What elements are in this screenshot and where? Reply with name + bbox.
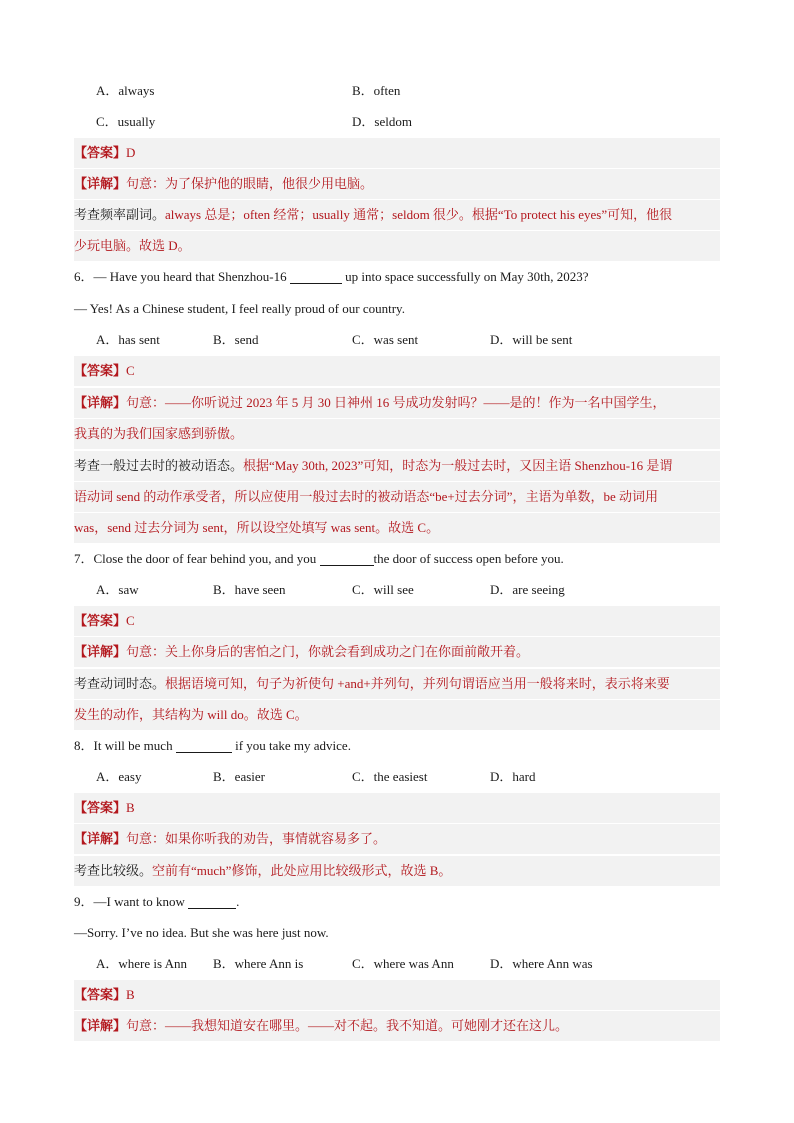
detail-text: 句意：——你听说过 2023 年 5 月 30 日神州 16 号成功发射吗？——是的！作为一名中国学生， — [126, 395, 666, 410]
q7-stem-suffix: the door of success open before you. — [373, 551, 564, 566]
analysis-line — [74, 482, 720, 512]
analysis-line — [74, 231, 720, 261]
q6-stem-prefix: 6．— Have you heard that Shenzhou-16 — [74, 269, 290, 284]
q9-stem-prefix: 9．—I want to know — [74, 894, 189, 909]
q6-answer — [74, 356, 720, 386]
q6-detail — [74, 388, 720, 418]
analysis-line — [74, 451, 720, 481]
analysis-explanation: 根据语境可知，句子为祈使句 +and+并列句，并列句谓语应当用一般将来时，表示将来要 — [165, 676, 670, 691]
q7-option-b: B．have seen — [213, 582, 286, 597]
detail-label: 【详解】 — [74, 644, 127, 659]
q9-stem-suffix: . — [236, 894, 240, 909]
q6-option-d: D．will be sent — [490, 332, 573, 347]
q6-option-b: B．send — [213, 332, 259, 347]
q7-option-c: C．will see — [352, 582, 414, 597]
q5-option-c: C．usually — [96, 114, 156, 129]
q8-stem — [74, 731, 720, 761]
q5-options-row-2 — [74, 107, 720, 137]
detail-text: 句意：——我想知道安在哪里。——对不起。我不知道。可她刚才还在这儿。 — [126, 1018, 569, 1033]
detail-label: 【详解】 — [74, 1018, 127, 1033]
answer-label: 【答案】 — [74, 987, 127, 1002]
q8-option-b: B．easier — [213, 769, 265, 784]
detail-label: 【详解】 — [74, 831, 127, 846]
answer-label: 【答案】 — [74, 145, 127, 160]
q9-stem — [74, 887, 720, 917]
q5-option-d: D．seldom — [352, 114, 412, 129]
q8-stem-suffix: if you take my advice. — [231, 738, 351, 753]
q8-blank — [176, 736, 232, 753]
q8-detail — [74, 824, 720, 854]
q5-option-a: A．always — [96, 83, 155, 98]
q9-options — [74, 949, 720, 979]
q8-stem-prefix: 8．It will be much — [74, 738, 176, 753]
q6-reply: — Yes! As a Chinese student, I feel really proud of our country. — [74, 301, 405, 316]
analysis-explanation: was，send 过去分词为 sent，所以设空处填写 was sent。故选 C。 — [74, 520, 440, 535]
analysis-explanation: 语动词 send 的动作承受者，所以应使用一般过去时的被动语态“be+过去分词”，主语为单数，be 动词用 — [74, 489, 658, 504]
q5-option-b: B．often — [352, 83, 401, 98]
q6-detail-cont: 我真的为我们国家感到骄傲。 — [74, 419, 720, 449]
answer-value: D — [126, 145, 136, 160]
q5-answer — [74, 138, 720, 168]
answer-label: 【答案】 — [74, 800, 127, 815]
detail-label: 【详解】 — [74, 395, 127, 410]
detail-text: 句意：关上你身后的害怕之门，你就会看到成功之门在你面前敞开着。 — [126, 644, 530, 659]
analysis-explanation: 根据“May 30th, 2023”可知，时态为一般过去时，又因主语 Shenzhou-16 是谓 — [243, 458, 673, 473]
q7-answer — [74, 606, 720, 636]
q8-option-d: D．hard — [490, 769, 536, 784]
q7-stem — [74, 544, 720, 574]
q7-blank — [320, 549, 374, 566]
q8-answer — [74, 793, 720, 823]
answer-label: 【答案】 — [74, 363, 127, 378]
q7-options — [74, 575, 720, 605]
q6-options — [74, 325, 720, 355]
q9-option-b: B．where Ann is — [213, 956, 304, 971]
q7-stem-prefix: 7．Close the door of fear behind you, and you — [74, 551, 320, 566]
q9-reply: —Sorry. I’ve no idea. But she was here just now. — [74, 925, 329, 940]
analysis-line — [74, 856, 720, 886]
analysis-explanation: 空前有“much”修饰，此处应用比较级形式，故选 B。 — [152, 863, 452, 878]
q7-option-d: D．are seeing — [490, 582, 565, 597]
q7-detail — [74, 637, 720, 667]
q6-option-a: A．has sent — [96, 332, 160, 347]
analysis-topic: 考查比较级。 — [74, 863, 153, 878]
analysis-line — [74, 700, 720, 730]
analysis-line — [74, 669, 720, 699]
q5-options-row-1 — [74, 76, 720, 106]
q8-option-c: C．the easiest — [352, 769, 428, 784]
q9-option-d: D．where Ann was — [490, 956, 593, 971]
q9-answer — [74, 980, 720, 1010]
q9-option-c: C．where was Ann — [352, 956, 454, 971]
q9-option-a: A．where is Ann — [96, 956, 187, 971]
analysis-topic: 考查一般过去时的被动语态。 — [74, 458, 244, 473]
analysis-explanation: 少玩电脑。故选 D。 — [74, 238, 191, 253]
detail-label: 【详解】 — [74, 176, 127, 191]
q9-detail — [74, 1011, 720, 1041]
q6-blank — [290, 267, 342, 284]
q8-options — [74, 762, 720, 792]
analysis-explanation: 发生的动作，其结构为 will do。故选 C。 — [74, 707, 308, 722]
detail-text: 句意：为了保护他的眼睛，他很少用电脑。 — [126, 176, 374, 191]
q7-option-a: A．saw — [96, 582, 139, 597]
q5-detail — [74, 169, 720, 199]
answer-value: B — [126, 987, 135, 1002]
q6-option-c: C．was sent — [352, 332, 419, 347]
answer-label: 【答案】 — [74, 613, 127, 628]
analysis-topic: 考查频率副词。 — [74, 207, 166, 222]
answer-value: C — [126, 363, 135, 378]
analysis-line — [74, 513, 720, 543]
q6-stem-suffix: up into space successfully on May 30th, 2023? — [341, 269, 589, 284]
q8-option-a: A．easy — [96, 769, 142, 784]
answer-value: B — [126, 800, 135, 815]
q9-blank — [188, 892, 236, 909]
analysis-explanation: always 总是；often 经常；usually 通常；seldom 很少。根据“To protect his eyes”可知，他很 — [165, 207, 673, 222]
detail-text: 句意：如果你听我的劝告，事情就容易多了。 — [126, 831, 387, 846]
answer-value: C — [126, 613, 135, 628]
q6-stem — [74, 262, 720, 292]
analysis-line — [74, 200, 720, 230]
analysis-topic: 考查动词时态。 — [74, 676, 166, 691]
